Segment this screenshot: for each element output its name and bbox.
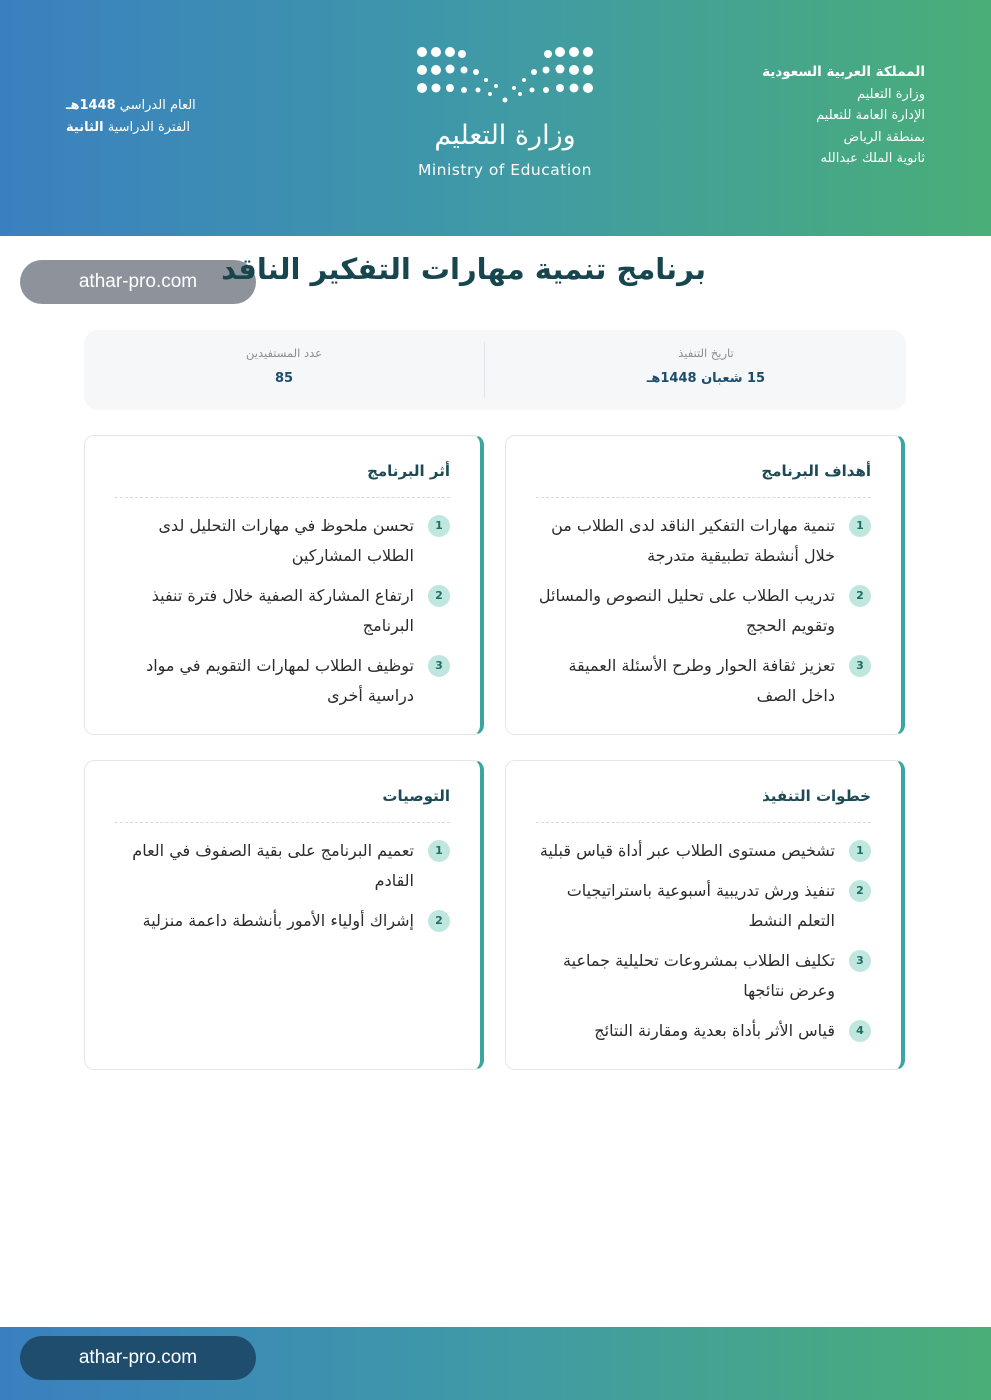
number-badge: 1 bbox=[428, 515, 450, 537]
list-item bbox=[536, 511, 871, 571]
school-name: ثانوية الملك عبدالله bbox=[820, 151, 925, 166]
steps-card bbox=[505, 760, 905, 1070]
number-badge: 3 bbox=[428, 655, 450, 677]
footer-site-link[interactable]: athar-pro.com bbox=[20, 1336, 256, 1380]
list-item-text: تعميم البرنامج على بقية الصفوف في العام القادم bbox=[132, 841, 414, 890]
recommendations-card bbox=[84, 760, 484, 1070]
footer-banner bbox=[0, 1327, 991, 1400]
impact-title: أثر البرنامج bbox=[367, 462, 450, 480]
list-item-text: ارتفاع المشاركة الصفية خلال فترة تنفيذ البرنامج bbox=[151, 586, 414, 635]
list-item-text: تنمية مهارات التفكير الناقد لدى الطلاب من خلال أنشطة تطبيقية متدرجة bbox=[551, 516, 835, 565]
execution-date-value: 15 شعبان 1448هـ bbox=[646, 371, 766, 386]
divider bbox=[536, 822, 871, 823]
number-badge: 3 bbox=[849, 950, 871, 972]
info-divider bbox=[484, 342, 485, 398]
ministry-name: وزارة التعليم bbox=[856, 86, 925, 102]
impact-card bbox=[84, 435, 484, 735]
number-badge: 4 bbox=[849, 1020, 871, 1042]
year-value: 1448هـ bbox=[66, 98, 116, 113]
site-link-badge[interactable]: athar-pro.com bbox=[20, 260, 256, 304]
execution-date-label: تاريخ التنفيذ bbox=[678, 346, 734, 360]
list-item bbox=[536, 1016, 871, 1046]
number-badge: 2 bbox=[849, 880, 871, 902]
school-info bbox=[762, 62, 925, 170]
academic-info bbox=[66, 95, 196, 139]
list-item-text: تدريب الطلاب على تحليل النصوص والمسائل وتقويم الحجج bbox=[538, 586, 835, 635]
list-item-text: تعزيز ثقافة الحوار وطرح الأسئلة العميقة داخل الصف bbox=[568, 656, 835, 705]
recommendations-list bbox=[115, 836, 450, 946]
list-item bbox=[115, 511, 450, 571]
list-item bbox=[536, 946, 871, 1006]
list-item bbox=[536, 581, 871, 641]
country-name: المملكة العربية السعودية bbox=[762, 64, 925, 80]
ministry-logo bbox=[410, 44, 600, 184]
goals-title: أهداف البرنامج bbox=[761, 462, 871, 480]
ministry-dots-icon bbox=[410, 44, 600, 114]
list-item-text: توظيف الطلاب لمهارات التقويم في مواد دراسية أخرى bbox=[146, 656, 414, 705]
number-badge: 2 bbox=[428, 585, 450, 607]
divider bbox=[536, 497, 871, 498]
divider bbox=[115, 497, 450, 498]
list-item-text: تنفيذ ورش تدريبية أسبوعية باستراتيجيات التعلم النشط bbox=[566, 881, 835, 930]
number-badge: 2 bbox=[849, 585, 871, 607]
divider bbox=[115, 822, 450, 823]
beneficiaries-value: 85 bbox=[274, 371, 294, 386]
header-banner bbox=[0, 0, 991, 236]
number-badge: 1 bbox=[849, 515, 871, 537]
term-label: الفترة الدراسية bbox=[107, 120, 191, 135]
recommendations-title: التوصيات bbox=[382, 787, 450, 805]
number-badge: 1 bbox=[428, 840, 450, 862]
directorate-name: الإدارة العامة للتعليم bbox=[816, 108, 925, 123]
list-item-text: تحسن ملحوظ في مهارات التحليل لدى الطلاب المشاركين bbox=[158, 516, 414, 565]
list-item bbox=[115, 836, 450, 896]
beneficiaries-count bbox=[84, 330, 484, 410]
steps-title: خطوات التنفيذ bbox=[762, 787, 871, 805]
number-badge: 2 bbox=[428, 910, 450, 932]
list-item bbox=[536, 651, 871, 711]
steps-list bbox=[536, 836, 871, 1056]
year-label: العام الدراسي bbox=[119, 98, 196, 113]
list-item-text: تكليف الطلاب بمشروعات تحليلية جماعية وعرض نتائجها bbox=[563, 951, 835, 1000]
list-item-text: قياس الأثر بأداة بعدية ومقارنة النتائج bbox=[594, 1021, 835, 1040]
list-item-text: تشخيص مستوى الطلاب عبر أداة قياس قبلية bbox=[539, 841, 835, 860]
info-bar bbox=[84, 330, 906, 410]
impact-list bbox=[115, 511, 450, 721]
page-title: برنامج تنمية مهارات التفكير الناقد bbox=[221, 252, 706, 286]
logo-english-text: Ministry of Education bbox=[418, 161, 592, 179]
number-badge: 3 bbox=[849, 655, 871, 677]
logo-arabic-text: وزارة التعليم bbox=[434, 120, 576, 151]
region-name: بمنطقة الرياض bbox=[843, 129, 925, 145]
list-item bbox=[115, 651, 450, 711]
list-item bbox=[536, 876, 871, 936]
list-item bbox=[115, 581, 450, 641]
list-item-text: إشراك أولياء الأمور بأنشطة داعمة منزلية bbox=[142, 911, 414, 930]
list-item bbox=[536, 836, 871, 866]
goals-card bbox=[505, 435, 905, 735]
beneficiaries-label: عدد المستفيدين bbox=[245, 346, 323, 360]
execution-date bbox=[506, 330, 906, 410]
number-badge: 1 bbox=[849, 840, 871, 862]
list-item bbox=[115, 906, 450, 936]
goals-list bbox=[536, 511, 871, 721]
term-value: الثانية bbox=[66, 120, 104, 135]
